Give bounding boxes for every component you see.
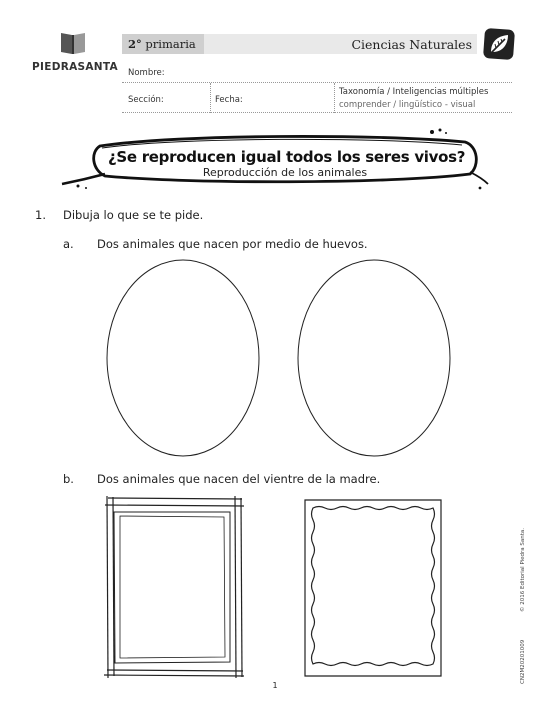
skill-subtitle: comprender / lingüístico - visual	[339, 100, 476, 110]
grade-number: 2°	[128, 37, 142, 51]
worksheet-subtitle: Reproducción de los animales	[202, 166, 368, 179]
drawing-frame-right[interactable]	[301, 496, 445, 680]
divider	[210, 83, 211, 113]
drawing-frame-left[interactable]	[102, 494, 246, 680]
grade-level: primaria	[145, 37, 196, 51]
product-code: CN2M20201009	[520, 639, 526, 684]
worksheet-title: ¿Se reproducen igual todos los seres vivos?	[108, 148, 466, 166]
name-line	[122, 82, 512, 83]
subject-title: Ciencias Naturales	[351, 37, 472, 52]
date-label: Fecha:	[215, 95, 243, 105]
leaf-icon	[481, 26, 517, 62]
question-text: Dibuja lo que se te pide.	[63, 208, 204, 222]
divider	[334, 83, 335, 113]
book-logo-icon	[58, 31, 88, 55]
section-label: Sección:	[128, 95, 164, 105]
question-number: 1.	[35, 208, 46, 222]
item-a-text: Dos animales que nacen por medio de huevos.	[97, 237, 368, 251]
section-line	[122, 112, 512, 113]
page-number: 1	[272, 681, 278, 690]
item-a-letter: a.	[63, 237, 74, 251]
drawing-oval-left[interactable]	[104, 257, 262, 459]
drawing-oval-right[interactable]	[295, 257, 453, 459]
publisher-logo-text: PIEDRASANTA	[32, 61, 118, 73]
name-label: Nombre:	[128, 68, 165, 78]
grade-label	[122, 34, 204, 54]
skill-title: Taxonomía / Inteligencias múltiples	[339, 87, 489, 97]
copyright-text: © 2016 Editorial Piedra Santa.	[520, 527, 526, 612]
item-b-text: Dos animales que nacen del vientre de la madre.	[97, 472, 381, 486]
item-b-letter: b.	[63, 472, 74, 486]
